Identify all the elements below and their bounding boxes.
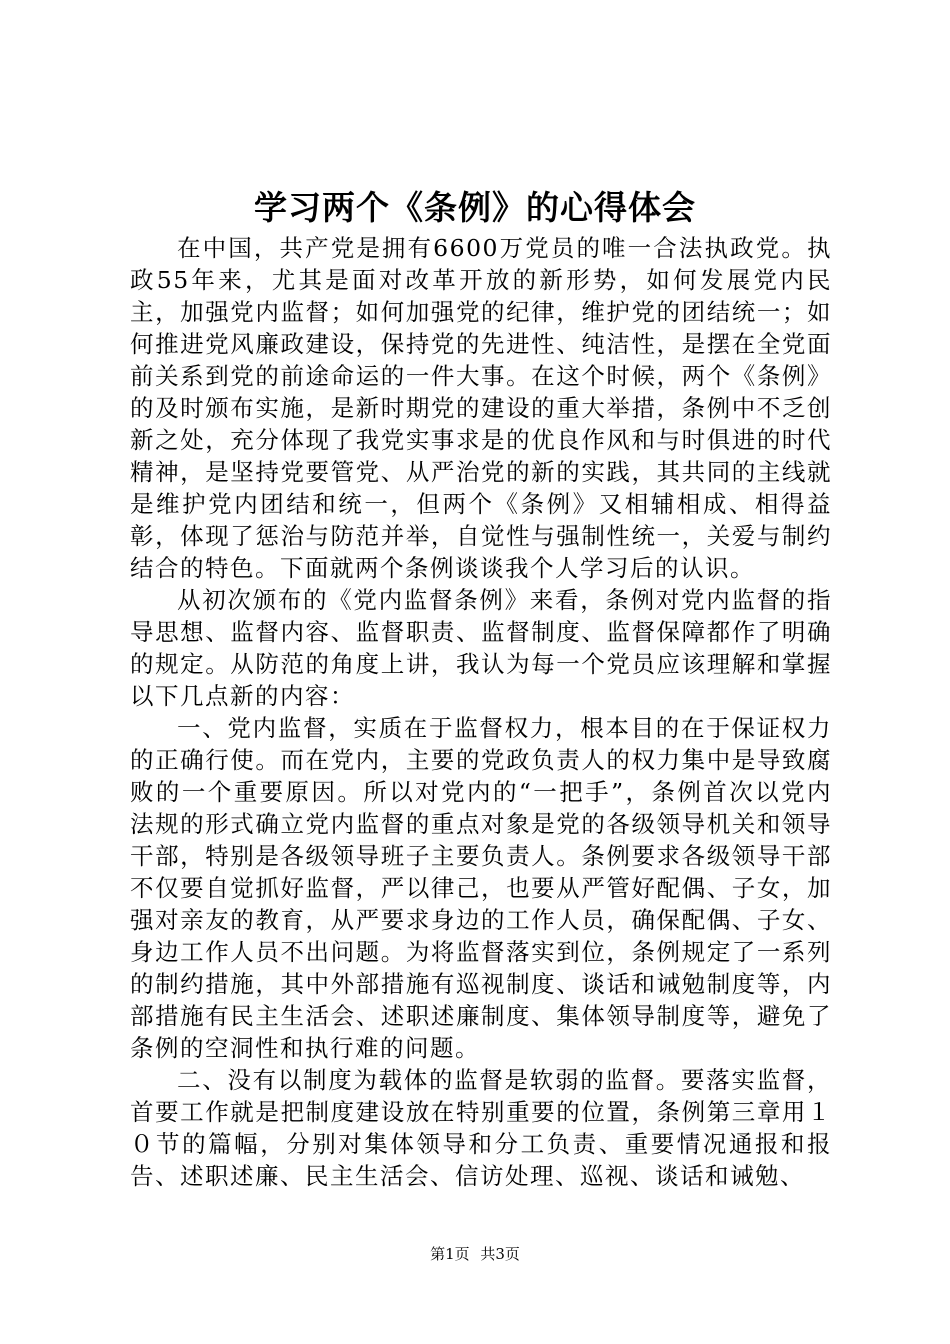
paragraph: 一、党内监督，实质在于监督权力，根本目的在于保证权力的正确行使。而在党内，主要的党政负责人的权力集中是导致腐败的一个重要原因。所以对党内的“一把手”，条例首次以党内法规的形式确立党内监督的重点对象是党的各级领导机关和领导干部，特别是各级领导班子主要负责人。条例要求各级领导干部不仅要自觉抓好监督，严以律己，也要从严管好配偶、子女，加强对亲友的教育，从严要求身边的工作人员，确保配偶、子女、身边工作人员不出问题。为将监督落实到位，条例规定了一系列的制约措施，其中外部措施有巡视制度、谈话和诫勉制度等，内部措施有民主生活会、述职述廉制度、集体领导制度等，避免了条例的空洞性和执行难的问题。: [130, 714, 832, 1062]
document-body: [130, 232, 832, 1192]
page-number-current: 第1页: [430, 1245, 470, 1263]
page-footer: [0, 1242, 950, 1266]
page-number-total: 共3页: [480, 1245, 520, 1263]
paragraph: 在中国，共产党是拥有6600万党员的唯一合法执政党。执政55年来，尤其是面对改革开放的新形势，如何发展党内民主，加强党内监督；如何加强党的纪律，维护党的团结统一；如何推进党风廉政建设，保持党的先进性、纯洁性，是摆在全党面前关系到党的前途命运的一件大事。在这个时候，两个《条例》的及时颁布实施，是新时期党的建设的重大举措，条例中不乏创新之处，充分体现了我党实事求是的优良作风和与时俱进的时代精神，是坚持党要管党、从严治党的新的实践，其共同的主线就是维护党内团结和统一，但两个《条例》又相辅相成、相得益彰，体现了惩治与防范并举，自觉性与强制性统一，关爱与制约结合的特色。下面就两个条例谈谈我个人学习后的认识。: [130, 234, 832, 582]
paragraph: 从初次颁布的《党内监督条例》来看，条例对党内监督的指导思想、监督内容、监督职责、监督制度、监督保障都作了明确的规定。从防范的角度上讲，我认为每一个党员应该理解和掌握以下几点新的内容：: [130, 586, 832, 710]
paragraph: 二、没有以制度为载体的监督是软弱的监督。要落实监督，首要工作就是把制度建设放在特别重要的位置，条例第三章用１０节的篇幅，分别对集体领导和分工负责、重要情况通报和报告、述职述廉、民主生活会、信访处理、巡视、谈话和诫勉、: [130, 1066, 832, 1190]
document-title: 学习两个《条例》的心得体会: [254, 188, 696, 227]
